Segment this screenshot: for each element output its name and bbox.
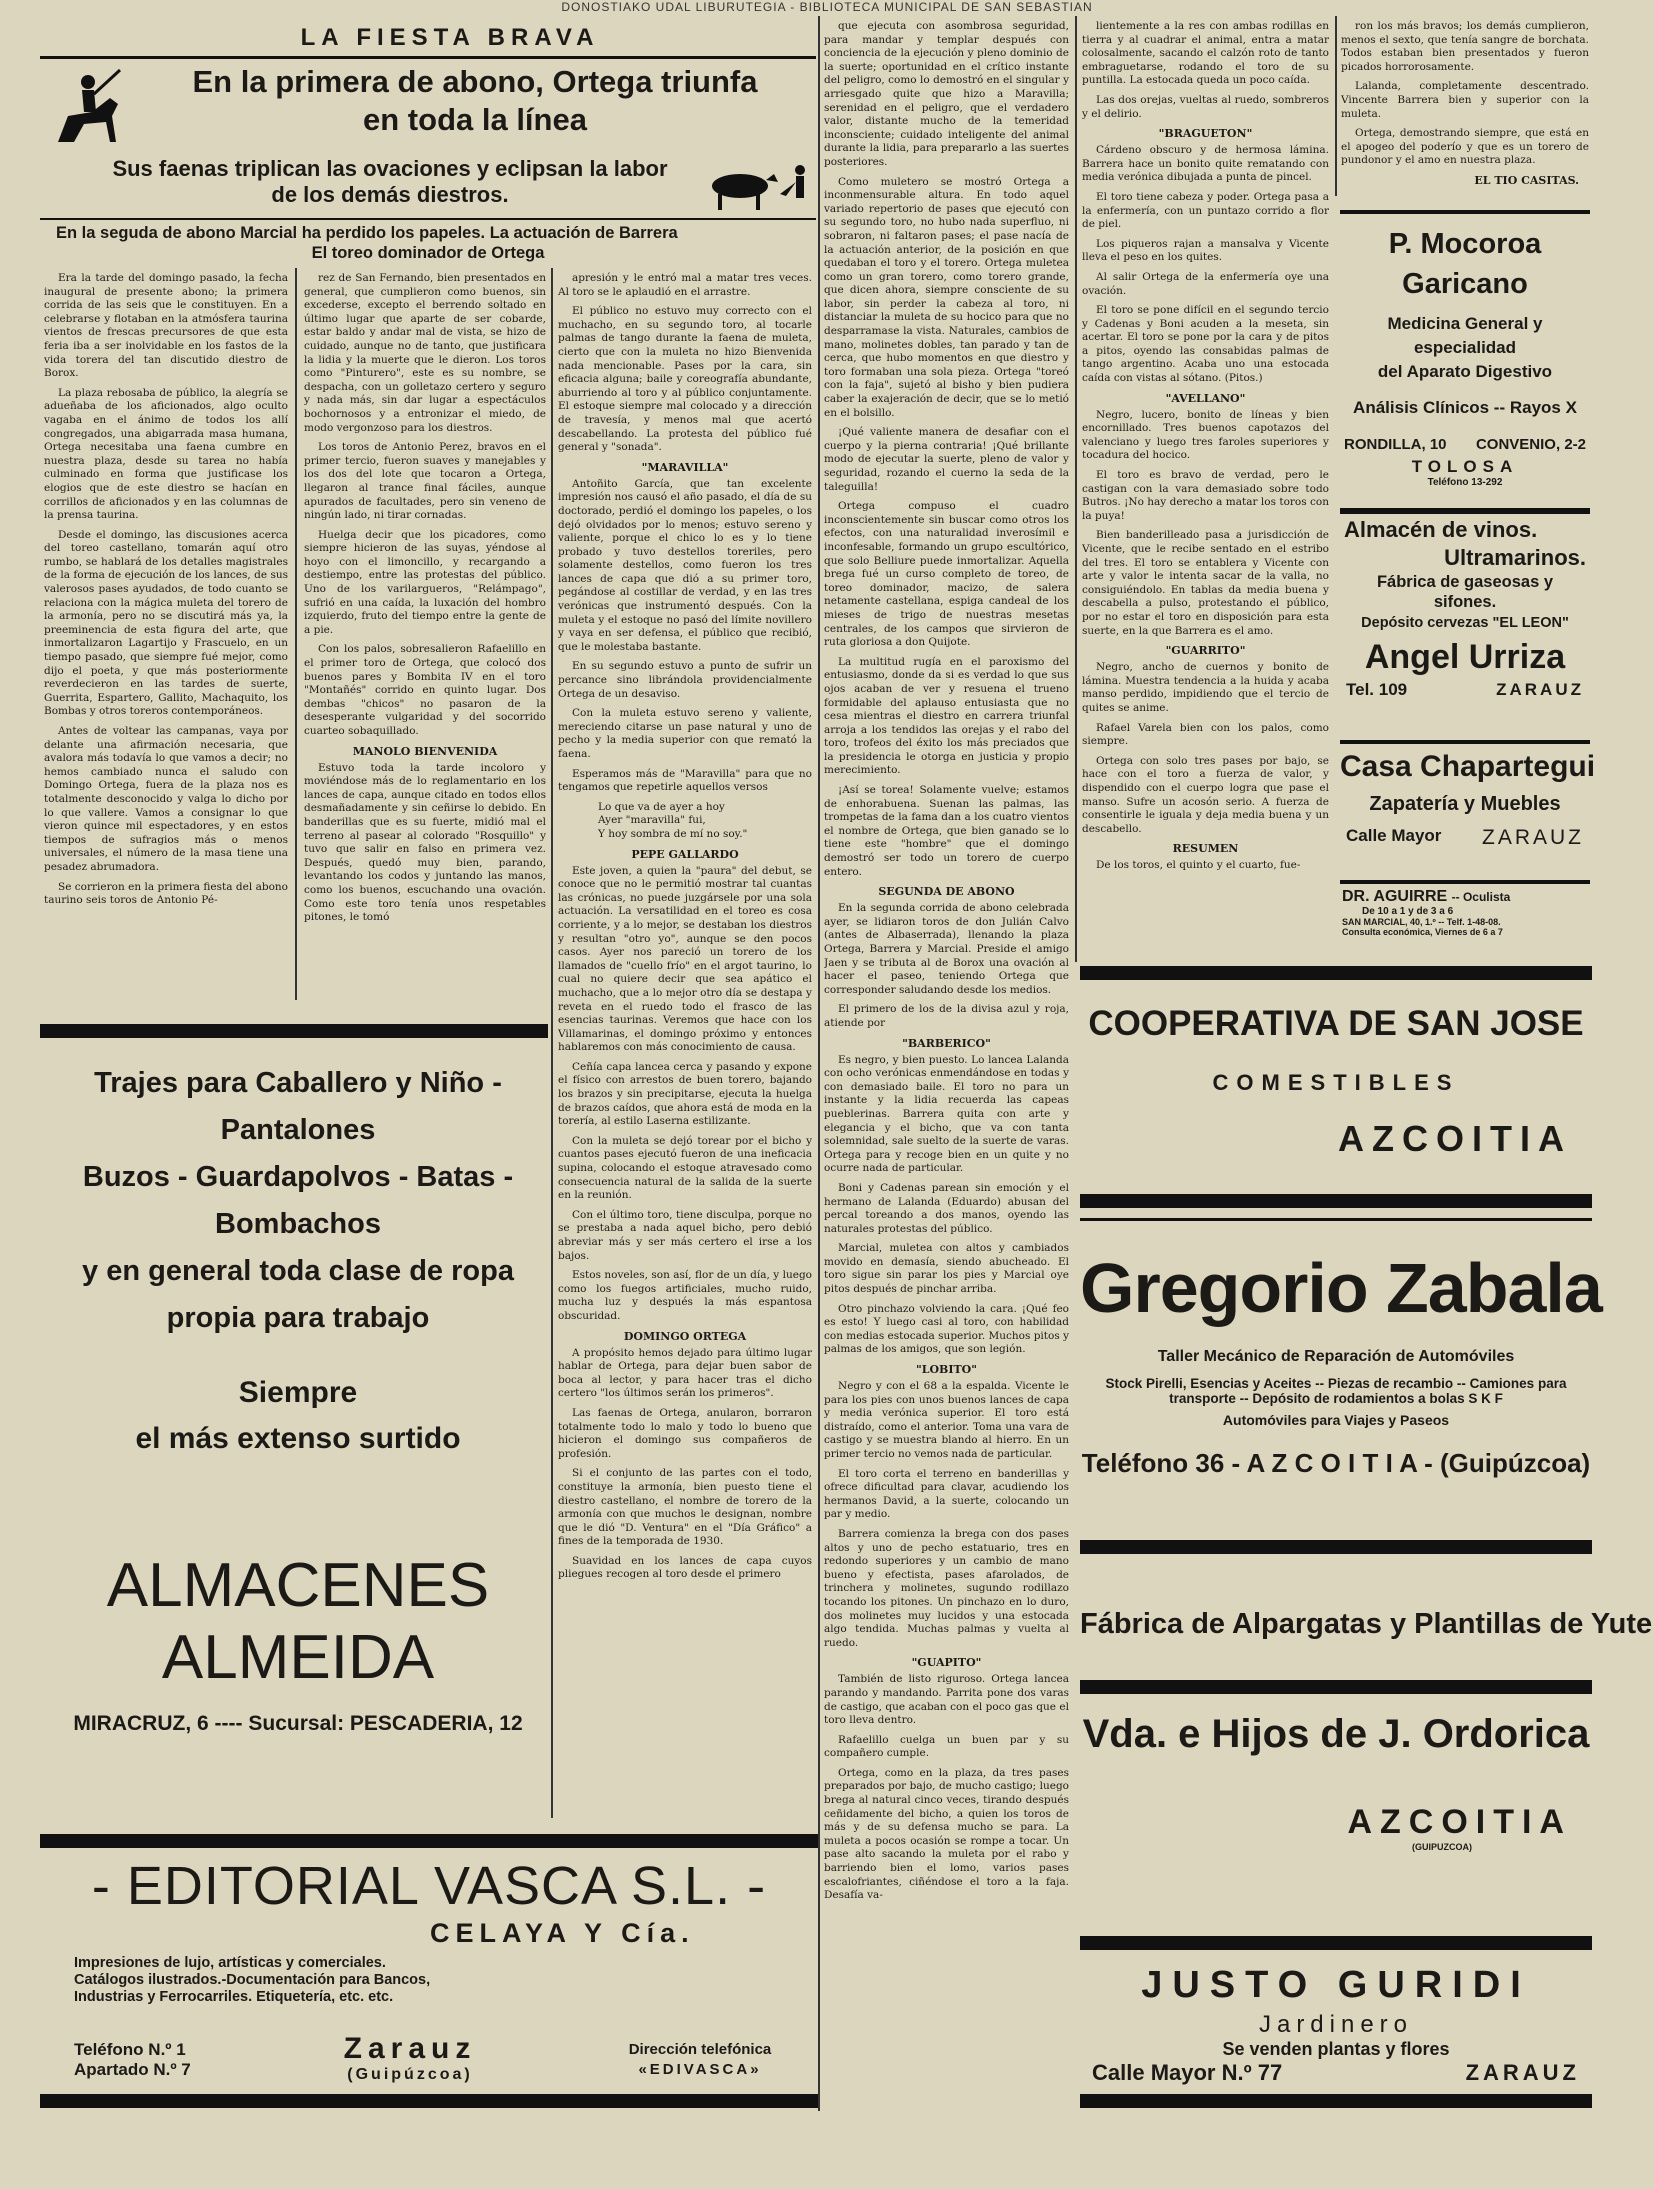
- signature: EL TIO CASITAS.: [1474, 173, 1579, 187]
- editorial-telegraph: Dirección telefónica «EDIVASCA»: [628, 2041, 772, 2078]
- headline-1: En la primera de abono, Ortega triunfa: [192, 64, 758, 99]
- headline-2: en toda la línea: [363, 102, 587, 137]
- cooperativa-ad: COOPERATIVA DE SAN JOSE COMESTIBLES AZCOITIA: [1088, 1004, 1584, 1159]
- aguirre-ad: DR. AGUIRRE -- Oculista De 10 a 1 y de 3 a 6 SAN MARCIAL, 40, 1.º -- Telf. 1-48-08. Consulta económica, Viernes de 6 a 7: [1342, 888, 1511, 937]
- guridi-ad: JUSTO GURIDI Jardinero Se venden plantas y flores Calle Mayor N.º 77 ZARAUZ: [1092, 1964, 1580, 2085]
- article-column-5: lientemente a la res con ambas rodillas en tierra y al cuadrar el animal, entra a matar colosalmente, sacando el calzón roto de tanto embraguetarse, rodando el toro de su puntilla. La estocada queda un poco caída. Las dos orejas, vueltas al ruedo, sombreros y el delirio. "BRAGUETON" Cárdeno obscuro y de hermosa lámina. Barrera hace un bonito quite rematando con media verónica dibujada a punta de pincel. El toro tiene cabeza y poder. Ortega pasa a la enfermería, con un puntazo corrido a flor de piel. Los piqueros rajan a mansalva y Vicente lleva el peso en los quites. Al salir Ortega de la enfermería oye una ovación. El toro se pone difícil en el segundo tercio y Cadenas y Boni acuden a la meseta, sin acertar. El toro se pone por la cara y de pitos a pitos, oyendo las consabidas palmas de tango argentino. Acaba uno una estocada caída con vistas al sótano. (Pitos.) "AVELLANO" Negro, lucero, bonito de líneas y bien encornillado. Tres buenos capotazos del valenciano y luego tres faroles superiores y tocadura del hocico. El toro es bravo de verdad, pero le castigan con la vara demasiado sobre todo Butros. ¡No hay derecho a matar los toros con la puya! Bien banderilleado pasa a jurisdicción de Vicente, que le recibe sentado en el estribo del tres. El toro se entablera y Vicente con arte y valor le intenta sacar de la valla, no consiguiéndolo. En tablas da media buena y descabella a pulso, protestando el público, por no estar el toro en disposición para esta suerte, en la que Barrera es el amo. "GUARRITO" Negro, ancho de cuernos y bonito de lámina. Muestra tendencia a la huida y acaba manso perdido, impidiendo que el tercio de quites se anime. Rafael Varela bien con los palos, como siempre. Ortega con solo tres pases por bajo, se hace con el toro a fuerza de valor, y dispendido con el cuerpo logra que pase el manso. Sufre un acosón serio. A fuerza de consentirle le iguala y deja media buena y un descabello. RESUMEN De los toros, el quinto y el cuarto, fue-: [1082, 20, 1329, 872]
- zabala-ad: Gregorio Zabala Taller Mecánico de Reparación de Automóviles Stock Pirelli, Esencias y Aceites -- Piezas de recambio -- Camiones para transporte -- Depósito de rodamientos a bolas S K F Automóviles para Viajes y Paseos Teléfono 36 - A Z C O I T I A - (Guipúzcoa): [1080, 1249, 1602, 1478]
- article-column-3: apresión y le entró mal a matar tres veces. Al toro se le aplaudió en el arrastre. El público no estuvo muy correcto con el muchacho, en su segundo toro, al tocarle palmas de tango durante la faena de muleta, cierto que con la muleta no hizo Bienvenida nada mencionable. Pases por la cara, sin eficacia alguna; baile y coreografía abundante, aburriendo al toro y al público conjuntamente. El estoque siempre mal colocado y a dirección de travesía, y menos mal que acertó descabellando. La protesta del público fué general y "sonada". "MARAVILLA" Antoñito García, que tan excelente impresión nos causó el año pasado, el día de su doctorado, perdió el domingo los papeles, o los dejó olvidados por lo menos; estuvo sereno y valiente, porque el chico lo es y lo tiene probado y tuvo destellos toreriles, pero solamente destellos, como fueron los tres lances de capa que dió a su primer toro, pegándose al costillar de verdad, y en las tres verónicas que instrumentó después. Con la muleta y el estoque no pasó del límite novillero y vaya en ser defensa, el público que recibió, que le molestaba bastante. En su segundo estuvo a punto de sufrir un percance sino librándola providencialmente Ortega de un desaviso. Con la muleta estuvo sereno y valiente, mereciendo citarse un pase natural y uno de pecho y la media superior con que remató la faena. Esperamos más de "Maravilla" para que no tengamos que repetirle aquellos versos Lo que va de ayer a hoy Ayer "maravilla" fui, Y hoy sombra de mí no soy." PEPE GALLARDO Este joven, a quien la "paura" del debut, se conoce que no le permitió mostrar tal cuantas las crónicas, no puede juzgársele por una sola actuación. La versatilidad en el toreo es cosa corriente, y a lo mejor, se destaban los diestros y resultan "otro yo", aunque se den pocos casos. Ayer nos pareció un torero de los llamados de "cuello frío" en el argot taurino, lo cual no quiere decir que sea apático el muchacho, que a lo mejor otro día se destapa y reveta en el ruedo todo el frasco de las esencias taurinas. Veremos que hace con los Villamarinas, el domingo próximo y entonces hablaremos con más conocimiento de causa. Ceñía capa lancea cerca y pasando y expone el físico con arrestos de buen torero, bajando los brazos y sin precipitarse, ejecuta la huelga de brazos caídos, que ahora está de moda en la torería, al estilo Laserna estilizante. Con la muleta se dejó torear por el bicho y cuantos pases ejecutó fueron de una ineficacia supina, colocando el estoque atravesado como consecuencia natural de la salida de la suerte en la reunión. Con el último toro, tiene disculpa, porque no se prestaba a nada aquel bicho, pero debió abreviar más y ser más certero el irse a los bajos. Estos noveles, son así, flor de un día, y luego como los fuegos artificiales, mucho ruido, mucha luz y después la más espantosa obscuridad. DOMINGO ORTEGA A propósito hemos dejado para último lugar hablar de Ortega, para dejar buen sabor de boca al lector, y para hacer tras el dicho certero "los últimos serán los primeros". Las faenas de Ortega, anularon, borraron totalmente todo lo malo y todo lo bueno que hicieron el domingo sus compañeros de profesión. Si el conjunto de las partes con el todo, constituye la armonía, bien puesto tiene el diestro castellano, el nombre de torero de la armonía con que muchos le designan, nombre que le dió "D. Ventura" en el "Día Gráfico" a fines de la temporada de 1930. Suavidad en los lances de capa cuyos pliegues recogen al toro desde el primero: [558, 272, 812, 1581]
- guarrito-heading: "GUARRITO": [1165, 644, 1246, 658]
- domingo-heading: DOMINGO ORTEGA: [623, 1329, 747, 1343]
- article-column-2: rez de San Fernando, bien presentados en general, que cumplieron como buenos, sin excederse, excepto el berrendo soltado en último lugar que aparte de ser cobarde, estar baldo y andar mal de vista, se hizo de cuidado, aunque no de tanto, que justificara la lidia y la muerte que le dieron. Los toros como "Pinturero", este es su nombre, se despacha, con un golletazo certero y seguro y nada más, sin dar lugar a espectáculos bochornosos y a entronizar el miedo, de modo vergonzoso para los diestros. Los toros de Antonio Perez, bravos en el primer tercio, fueron suaves y manejables y los dos del lote que tocaron a Ortega, llegaron al trance final fáciles, aunque apurados de facultades, pero sin veneno de ningún lado, ni tirar cornadas. Huelga decir que los picadores, como siempre hicieron de las suyas, yéndose al hoyo con el limoncillo, y recargando a destiempo, entre las protestas del público. Uno de los varilargueros, "Relámpago", sufrió en una caída, la luxación del hombro izquierdo, fruto del tiempo entre la gente de a pie. Con los palos, sobresalieron Rafaelillo en el primer toro de Ortega, que colocó dos buenos pares y Bombita IV en el toro "Montañés" corrido en quinto lugar. Dos dembas "chicos" no pasaron de la desesperante vulgaridad y del socorrido cuarteo sobaquillado. MANOLO BIENVENIDA Estuvo toda la tarde incoloro y moviéndose más de lo reglamentario en los lances de capa, aunque citado en todos ellos desmañadamente y sin ceñirse lo debido. En banderillas que es su fuerte, midió mal el terreno al pasear al colorado "Rosquillo" y tuvo que salir en falso en primera vez. Después, quedó muy bien, parando, levantando los codos y juntando las manos, como los buenos, escuchando una ovación. Como este toro tenía unos respetables pitones, le tomó: [304, 272, 546, 924]
- barberico-heading: "BARBERICO": [902, 1036, 991, 1050]
- avellano-heading: "AVELLANO": [1165, 391, 1246, 405]
- horseman-icon: [48, 64, 128, 148]
- guapito-heading: "GUAPITO": [911, 1656, 982, 1670]
- urriza-ad: Almacén de vinos. Ultramarinos. Fábrica de gaseosas y sifones. Depósito cervezas "EL LEON" Angel Urriza Tel. 109 ZARAUZ: [1344, 517, 1586, 699]
- manolo-heading: MANOLO BIENVENIDA: [352, 744, 498, 758]
- bull-icon: [700, 154, 820, 214]
- mocoroa-ad: P. Mocoroa Garicano Medicina General y especialidad del Aparato Digestivo Análisis Clínicos -- Rayos X RONDILLA, 10 CONVENIO, 2-2 TOLOSA Teléfono 13-292: [1344, 228, 1586, 488]
- almeida-ad: ALMACENES ALMEIDA MIRACRUZ, 6 ---- Sucursal: PESCADERIA, 12: [73, 1551, 523, 1735]
- segunda-heading: SEGUNDA DE ABONO: [878, 885, 1015, 899]
- pepe-heading: PEPE GALLARDO: [631, 847, 739, 861]
- article-column-1: Era la tarde del domingo pasado, la fecha inaugural de presente abono; la primera corrida de las seis que le constituyen. En a celebrarse y flotaban en la atmósfera taurina vientos de frescas precursores de que esta feria iba a ser inolvidable en los fastos de la vida torera del tan discutido diestro de Borox. La plaza rebosaba de público, la alegría se adueñaba de los aficionados, algo oculto vagaba en el ánimo de todos los allí congregados, una abigarrada masa humana, Ortega necesitaba una faena cumbre en nuestra plaza, desde su tarea no había culminado en forma que justificase los elogios que de este diestro se hacían en corrillos de aficionados y en las columnas de la prensa taurina. Desde el domingo, las discusiones acerca del toreo castellano, tomarán aquí otro rumbo, se hablará de los detalles magistrales de la forma de ejecución de los lances, de sus valerosos pases ayudados, de todo cuanto se relaciona con la mágica muleta del torero de la armonía, pero no se discutirá más ya, la preeminencia de esta figura del arte, que inmortalizaron Lagartijo y Frascuelo, en un tiempo pasado, que siempre fué mejor, como dijo el poeta, y que más posteriormente reverdecieron en las tardes de suerte, Guerrita, Espartero, Gallito, Machaquito, los Bombas y otros toreros contemporáneos. Antes de voltear las campanas, vaya por delante una afirmación necesaria, que avalora más todavía lo que vamos a decir; no hemos cambiado nunca el saludo con Domingo Ortega, fuera de la plaza nos es totalmente desconocido y valga lo dicho por lo que vallere. Vamos a consignar lo que vieron quince mil espectadores, y en estos tiempos de sufragios más o menos universales, el número de la masa tiene una pesadez abrumadora. Se corrieron en la primera fiesta del abono taurino seis toros de Antonio Pé-: [44, 272, 288, 907]
- lobito-heading: "LOBITO": [916, 1363, 977, 1377]
- deck-2: El toreo dominador de Ortega: [311, 244, 545, 262]
- archive-header: DONOSTIAKO UDAL LIBURUTEGIA - BIBLIOTECA MUNICIPAL DE SAN SEBASTIAN: [561, 0, 1093, 14]
- braguetón-heading: "BRAGUETON": [1158, 127, 1253, 141]
- subhead-2: de los demás diestros.: [271, 182, 509, 207]
- chapartegui-ad: Casa Chapartegui Zapatería y Muebles Calle Mayor ZARAUZ: [1340, 750, 1596, 849]
- siempre-ad: Siempre el más extenso surtido: [135, 1376, 461, 1455]
- editorial-phone: Teléfono N.º 1 Apartado N.º 7: [74, 2040, 191, 2079]
- resumen-heading: RESUMEN: [1172, 842, 1239, 856]
- maravilla-heading: "MARAVILLA": [641, 460, 729, 474]
- section-title: LA FIESTA BRAVA: [300, 24, 600, 51]
- deck-1: En la seguda de abono Marcial ha perdido los papeles. La actuación de Barrera: [56, 224, 678, 242]
- article-column-4: que ejecuta con asombrosa seguridad, para mandar y templar después con conciencia de la ejecución y pleno dominio de la suerte; oportunidad en el crítico instante del peligro, como lo demostró en el singular y arriesgado quite que hizo a Maravilla; serenidad en el peligro, que el verdadero valor, distante mucho de la temeridad inconsciente; cuidado inteligente del animal durante la lidia, para prepararlo a las suertes posteriores. Como muletero se mostró Ortega a inconmensurable altura. En todo aquel variado repertorio de pases que ejecutó con su segundo toro, no hubo nada superfluo, ni sobraron, ni faltaron pases; el pase nacía de la actuación anterior, de la posición en que quedaban el toro y el torero. Ortega muletea como un gran torero, como torero grande, que dicen ahora, siempre consciente de su labor, sin perder la cabeza al toro, ni distanciar la muleta de su hocico para que no desparramase la vista. Naturales, cambios de mano, molinetes dobles, tan parado y tan de cerca, que hubo momentos en que diestro y toro formaban una sola pieza. Ortega "toreó con la faja", sujetó al bisho y bien pudiera caber la exajeración de decir, que se lo metió en el bolsillo. ¡Qué valiente manera de desafiar con el cuerpo y la pierna contraria! ¡Qué brillante modo de ejecutar la suerte, pleno de valor y seguridad, rozando el cuerno la seda de la taleguilla! Ortega compuso el cuadro inconscientemente sin buscar como otros los efectos, con una naturalidad inverosímil e inconfesable, formando un grupo escultórico, que solo Belliure puede inmortalizar. Aquella brega fué un curso completo de toreo, de toreo dominador, macizo, de salera netamente castellana, espiga candeal de los mieses de trigo de nuestras mesetas centrales, de los campos que sirvieron de ruta gloriosa a don Quijote. La multitud rugía en el paroxismo del entusiasmo, donde da si es verdad lo que sus ojos acaban de ver y resuena el trueno formidable del aplauso entusiasta que no cesa mientras el diestro en carrera triunfal arroja a los tendidos las orejas y el rabo del toro, trofeos del éxito los más preciados que la presidencia le otorga en justicia y propio merecimiento. ¡Así se torea! Solamente vuelve; estamos de enhorabuena. Suenan las palmas, las trompetas de la fama dan a los cuatro vientos el nombre de Ortega, que bien ganado se lo tiene este "hombre" que el domingo demostró ser todo un torero de cuerpo entero. SEGUNDA DE ABONO En la segunda corrida de abono celebrada ayer, se lidiaron toros de don Julián Calvo (antes de Albaserrada), llenando la plaza Ortega, Barrera y Marcial. Preside el amigo Jaen y se tributa al de Borox una ovación al hacer el paseo, teniendo Ortega que corresponder saludando desde los medios. El primero de los de la divisa azul y roja, atiende por "BARBERICO" Es negro, y bien puesto. Lo lancea Lalanda con ocho verónicas enmendándose en todas y con demasiado baile. El toro no para un instante y la lidia recuerda las capeas pueblerinas. Barrera quita con arte y elegancia y el bicho, que va con tanta solemnidad, sale suelto de la suerte de varas. Ortega para y recoge bien en un quite y no ocurre nada de particular. Boni y Cadenas parean sin emoción y el hermano de Lalanda (Eduardo) abusan del percal toreando a dos manos, oyendo las naturales protestas del público. Marcial, muleteа con altos y cambiados movido en demasía, siendo abucheado. El toro sigue sin parar los pies y Marcial oye pitos después de pinchar arriba. Otro pinchazo volviendo la cara. ¡Qué feo es esto! Y luego casi al toro, con habilidad con medias estocada superior. Muchos pitos y palmas de los amigos, que son legión. "LOBITO" Negro y con el 68 a la espalda. Vicente le para los pies con unos buenos lances de capa y media verónica superior. El toro está distraído, como el anterior. Toma una vara de castigo y se muestra blando al hierro. En un primer tercio no vemos nada de particular. El toro corta el terreno en banderillas y ofrece dificultad para clavar, acudiendo los hermanos David, a la suerte, colocando un par y medio. Barrera comienza la brega con dos pases altos y uno de pecho estatuario, tres en redondo superiores y un cambio de mano bueno y efectista, pases afarolados, de trinchera y molinetes, sugundo rodillazo tocando los pitones. Un pinchazo en lo duro, dos molinetes muy lucidos y una estocada algo tendida. Muchas palmas y vuelta al ruedo. "GUAPITO" También de listo riguroso. Ortega lancea parando y mandando. Parrita pone dos varas de castigo, que acaban con el poco gas que el toro lleva dentro. Rafaelillo cuelga un buen par y su compañero cumple. Ortega, como en la plaza, da tres pases preparados por bajo, de mucho castigo; luego brega al natural cinco veces, tirando después ceñidamente del bicho, a quien los toros de más y de su defensa mucho se para. La muleta a pocos ocasión se rompe a tocar. Un pase alto sacando la muleta por el rabo y barriendo bien el lomo, varios pases escalofriantes, ciñéndose el toro a la faja. Desafía va-: [824, 20, 1069, 1902]
- editorial-city: Zarauz (Guipúzcoa): [343, 2032, 477, 2083]
- alpargatas-ad: Fábrica de Alpargatas y Plantillas de Yute: [1080, 1608, 1653, 1640]
- subhead-1: Sus faenas triplican las ovaciones y eclipsan la labor: [112, 156, 668, 181]
- article-column-6: ron los más bravos; los demás cumplieron, menos el sexto, que tenía sangre de borchata. Todos estaban bien presentados y fueron picados horrorosamente. Lalanda, completamente descentrado. Vincente Barrera bien y superior con la muleta. Ortega, demostrando siempre, que está en el apogeo del poderío y que es un torero de pundonor y el amo en nuestra plaza. EL TIO CASITAS.: [1341, 20, 1589, 187]
- ordorica-ad: Vda. e Hijos de J. Ordorica AZCOITIA (GUIPUZCOA): [1082, 1712, 1590, 1852]
- editorial-vasca-ad: - EDITORIAL VASCA S.L. - CELAYA Y Cía. Impresiones de lujo, artísticas y comerciales. Catálogos ilustrados.-Documentación para Bancos, Industrias y Ferrocarriles. Etiquetería, etc. etc.: [74, 1856, 767, 2005]
- trajes-ad: Trajes para Caballero y Niño - Pantalones Buzos - Guardapolvos - Batas - Bombachos y en general toda clase de ropa propia para trabajo: [82, 1067, 514, 1334]
